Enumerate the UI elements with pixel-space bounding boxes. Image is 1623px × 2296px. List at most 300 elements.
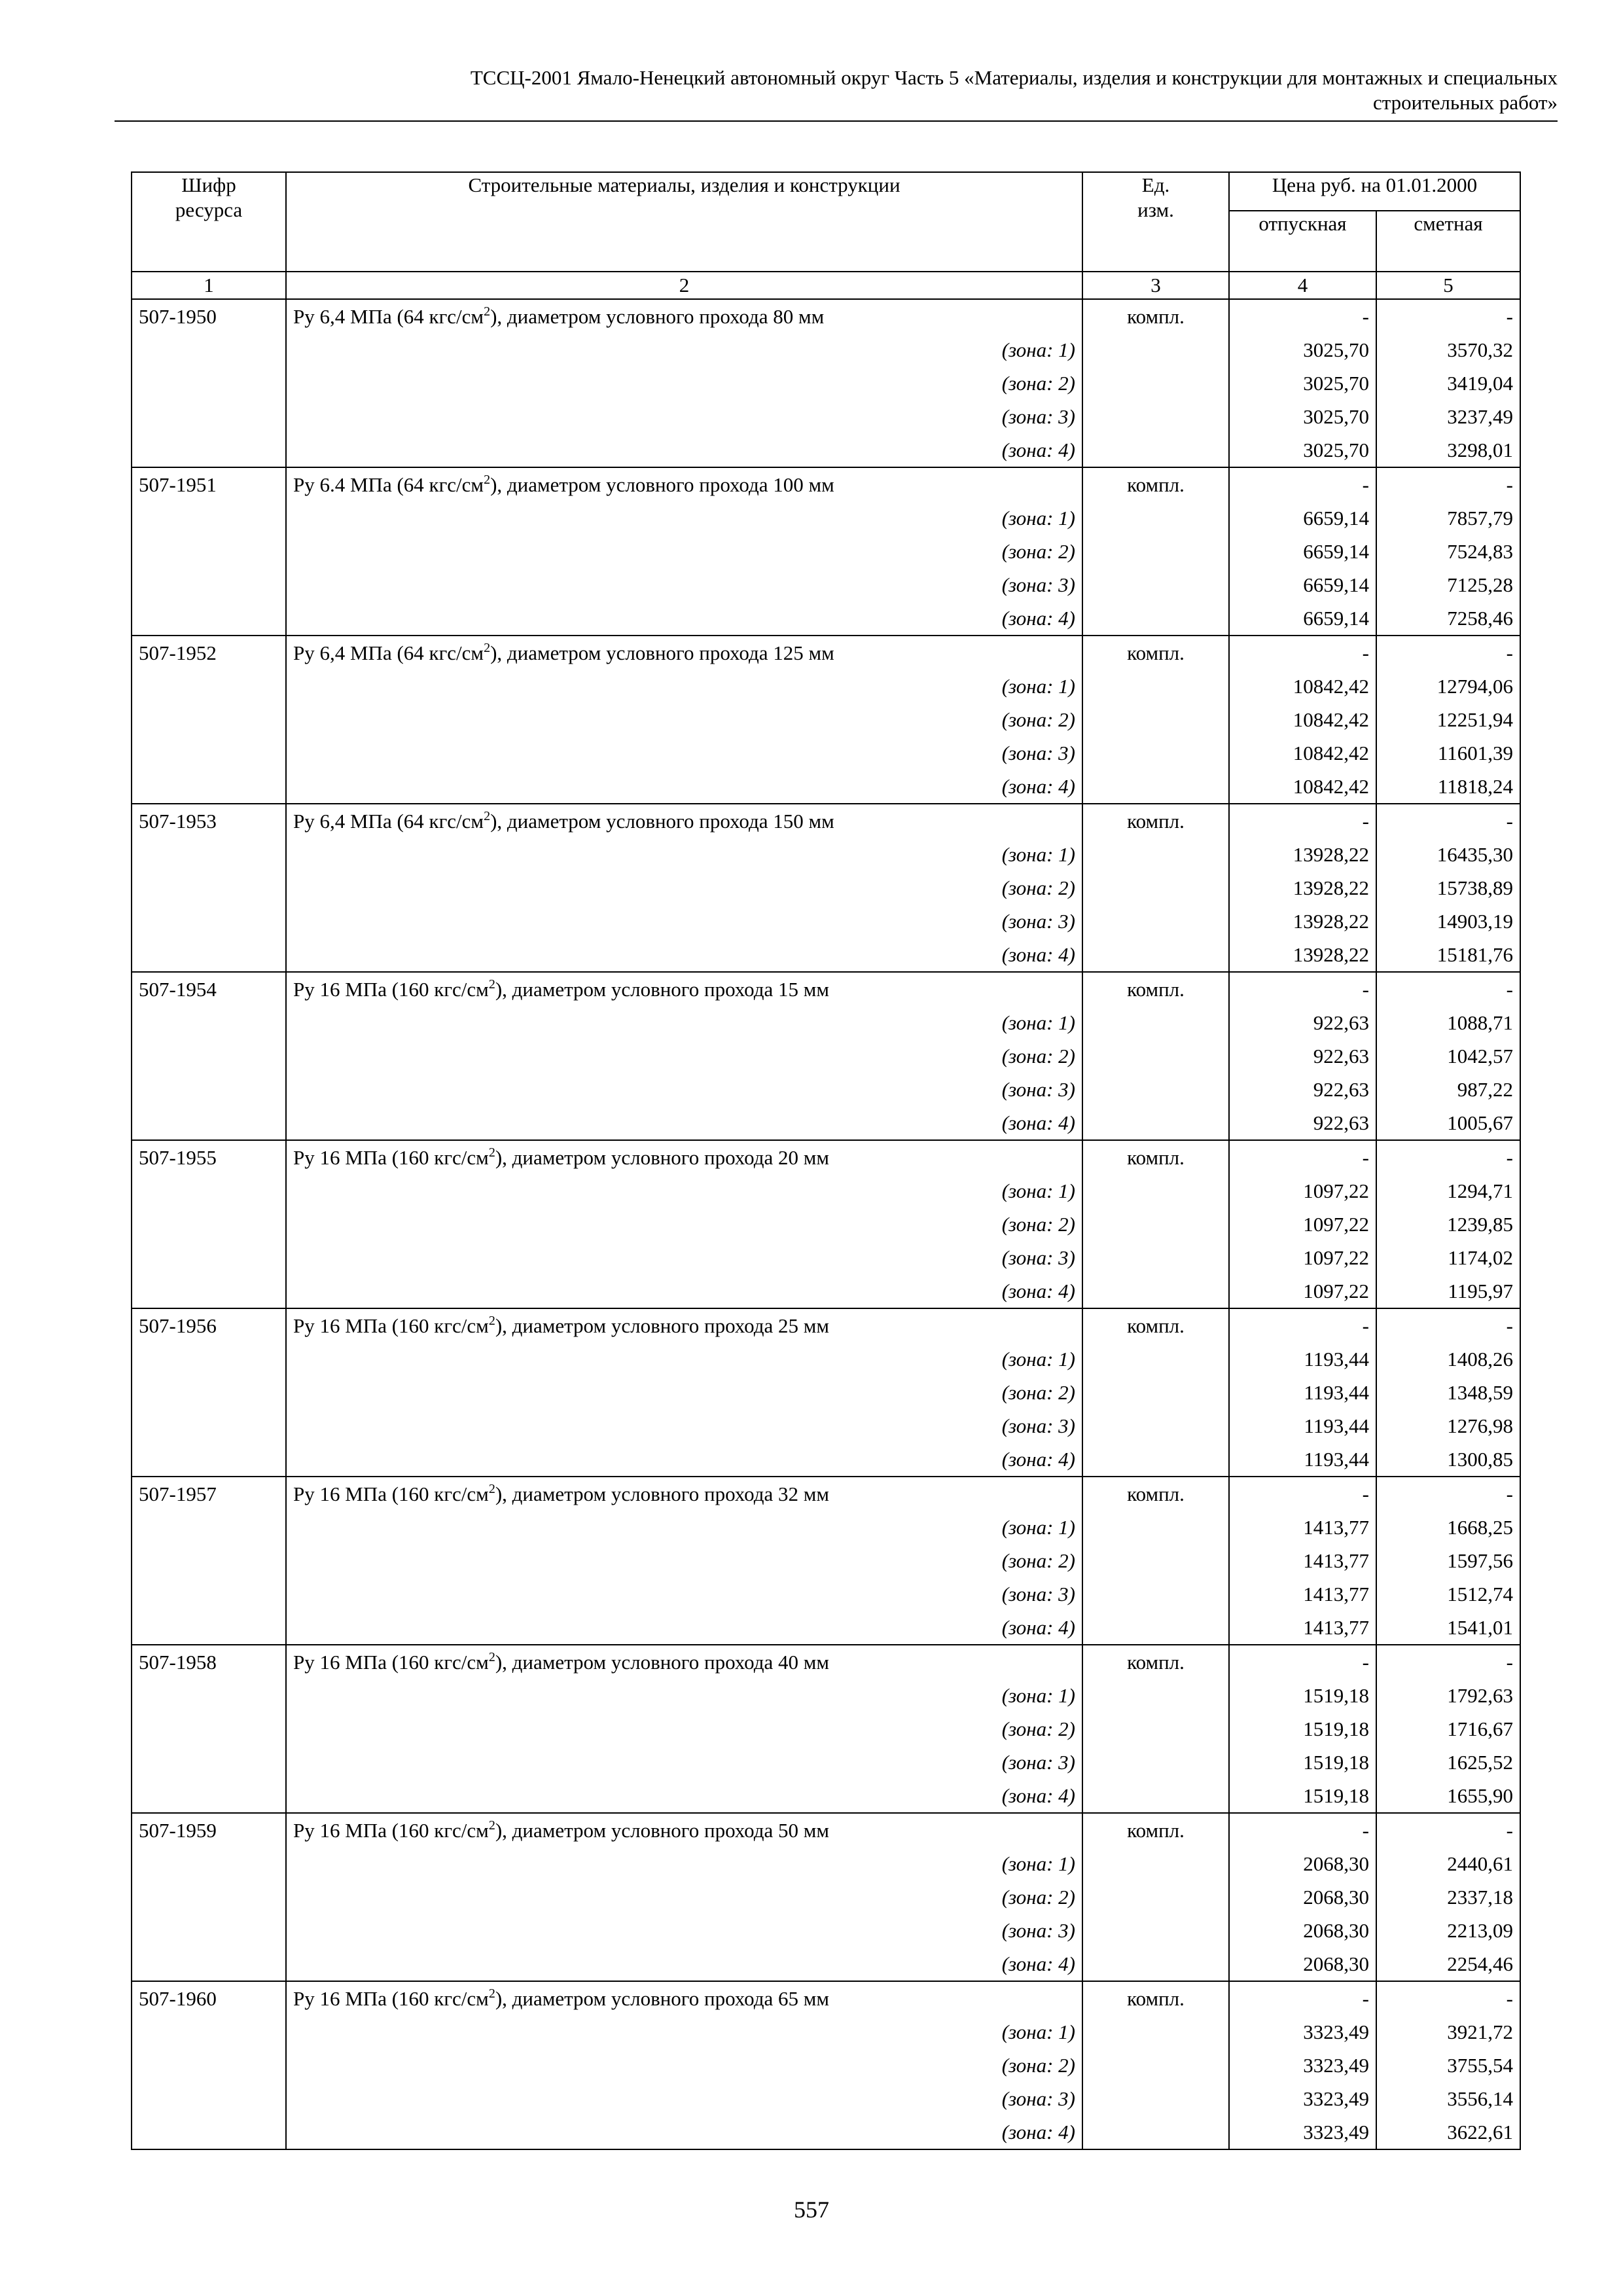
release-price: 13928,22	[1229, 838, 1376, 871]
col-header-name: Строительные материалы, изделия и конструкции	[286, 172, 1082, 272]
zone-label: (зона: 4)	[286, 433, 1082, 467]
empty-cell	[1082, 400, 1229, 433]
release-price: 1193,44	[1229, 1376, 1376, 1409]
empty-cell	[132, 2015, 286, 2049]
release-price-dash: -	[1229, 1645, 1376, 1679]
description-text-end: ), диаметром условного прохода 80 мм	[490, 305, 825, 328]
item-main-row	[132, 636, 1520, 670]
estimate-price-dash: -	[1376, 1645, 1520, 1679]
resource-code: 507-1952	[132, 636, 286, 670]
zone-label: (зона: 1)	[286, 2015, 1082, 2049]
resource-description	[286, 972, 1082, 1006]
zone-row	[132, 938, 1520, 972]
page-header	[115, 65, 1558, 115]
col-header-estimate: сметная	[1376, 211, 1520, 272]
description-superscript: 2	[484, 473, 491, 487]
empty-cell	[1082, 1208, 1229, 1241]
zone-row	[132, 770, 1520, 804]
release-price-dash: -	[1229, 1477, 1376, 1511]
empty-cell	[132, 703, 286, 736]
empty-cell	[1082, 905, 1229, 938]
zone-label: (зона: 1)	[286, 333, 1082, 367]
col-number: 1	[132, 272, 286, 299]
estimate-price: 2254,46	[1376, 1947, 1520, 1981]
description-superscript: 2	[488, 977, 495, 992]
release-price: 2068,30	[1229, 1947, 1376, 1981]
empty-cell	[1082, 1746, 1229, 1779]
zone-row	[132, 1577, 1520, 1611]
empty-cell	[1082, 1577, 1229, 1611]
estimate-price: 3755,54	[1376, 2049, 1520, 2082]
release-price: 922,63	[1229, 1006, 1376, 1039]
resource-description	[286, 1308, 1082, 1342]
empty-cell	[1082, 1409, 1229, 1443]
empty-cell	[132, 1443, 286, 1477]
resource-item	[132, 804, 1520, 972]
item-main-row	[132, 804, 1520, 838]
release-price: 2068,30	[1229, 1880, 1376, 1914]
table-header	[132, 172, 1520, 299]
estimate-price: 1716,67	[1376, 1712, 1520, 1746]
description-superscript: 2	[488, 1818, 495, 1833]
description-text: Ру 16 МПа (160 кгс/см	[293, 1651, 489, 1674]
estimate-price-dash: -	[1376, 467, 1520, 501]
estimate-price: 1174,02	[1376, 1241, 1520, 1274]
release-price: 1097,22	[1229, 1241, 1376, 1274]
empty-cell	[132, 400, 286, 433]
empty-cell	[132, 568, 286, 601]
empty-cell	[132, 1039, 286, 1073]
estimate-price: 2337,18	[1376, 1880, 1520, 1914]
release-price-dash: -	[1229, 1981, 1376, 2015]
empty-cell	[132, 2115, 286, 2149]
release-price: 3025,70	[1229, 400, 1376, 433]
description-text-end: ), диаметром условного прохода 150 мм	[490, 810, 834, 833]
resource-description	[286, 1477, 1082, 1511]
empty-cell	[1082, 1914, 1229, 1947]
zone-label: (зона: 3)	[286, 1577, 1082, 1611]
zone-row	[132, 1511, 1520, 1544]
estimate-price: 1088,71	[1376, 1006, 1520, 1039]
description-text: Ру 16 МПа (160 кгс/см	[293, 1987, 489, 2010]
release-price: 3025,70	[1229, 433, 1376, 467]
estimate-price: 1300,85	[1376, 1443, 1520, 1477]
empty-cell	[1082, 568, 1229, 601]
empty-cell	[1082, 1039, 1229, 1073]
resource-code: 507-1953	[132, 804, 286, 838]
empty-cell	[1082, 1274, 1229, 1308]
empty-cell	[1082, 1106, 1229, 1140]
zone-row	[132, 568, 1520, 601]
release-price: 1413,77	[1229, 1611, 1376, 1645]
empty-cell	[1082, 2049, 1229, 2082]
release-price: 1413,77	[1229, 1511, 1376, 1544]
release-price: 1519,18	[1229, 1712, 1376, 1746]
zone-label: (зона: 3)	[286, 568, 1082, 601]
zone-label: (зона: 2)	[286, 1208, 1082, 1241]
col-header-code: Шифр ресурса	[132, 172, 286, 272]
resource-code: 507-1956	[132, 1308, 286, 1342]
zone-label: (зона: 2)	[286, 703, 1082, 736]
description-text: Ру 16 МПа (160 кгс/см	[293, 1819, 489, 1842]
zone-row	[132, 871, 1520, 905]
resource-code: 507-1955	[132, 1140, 286, 1174]
header-line-1: ТССЦ-2001 Ямало-Ненецкий автономный округ Часть 5 «Материалы, изделия и конструкции для монтажных и специальных	[470, 66, 1558, 89]
empty-cell	[132, 838, 286, 871]
header-line-2: строительных работ»	[1372, 91, 1558, 114]
release-price: 3025,70	[1229, 333, 1376, 367]
estimate-price: 7258,46	[1376, 601, 1520, 636]
resource-description	[286, 299, 1082, 333]
empty-cell	[132, 1342, 286, 1376]
empty-cell	[1082, 1174, 1229, 1208]
zone-label: (зона: 2)	[286, 535, 1082, 568]
resource-code: 507-1954	[132, 972, 286, 1006]
resource-description	[286, 636, 1082, 670]
zone-label: (зона: 3)	[286, 2082, 1082, 2115]
resource-code: 507-1950	[132, 299, 286, 333]
zone-row	[132, 838, 1520, 871]
empty-cell	[132, 1544, 286, 1577]
release-price: 1413,77	[1229, 1544, 1376, 1577]
estimate-price: 1276,98	[1376, 1409, 1520, 1443]
zone-row	[132, 1611, 1520, 1645]
release-price: 6659,14	[1229, 535, 1376, 568]
estimate-price: 3237,49	[1376, 400, 1520, 433]
resource-item	[132, 1308, 1520, 1477]
zone-row	[132, 1039, 1520, 1073]
zone-label: (зона: 1)	[286, 501, 1082, 535]
empty-cell	[132, 1073, 286, 1106]
description-superscript: 2	[484, 304, 491, 319]
unit-cell: компл.	[1082, 1308, 1229, 1342]
empty-cell	[132, 333, 286, 367]
zone-row	[132, 601, 1520, 636]
empty-cell	[132, 1511, 286, 1544]
header-rule	[115, 120, 1558, 122]
resource-code: 507-1957	[132, 1477, 286, 1511]
description-text-end: ), диаметром условного прохода 15 мм	[495, 978, 829, 1001]
release-price: 3025,70	[1229, 367, 1376, 400]
empty-cell	[132, 601, 286, 636]
zone-label: (зона: 2)	[286, 1039, 1082, 1073]
empty-cell	[132, 535, 286, 568]
empty-cell	[132, 1376, 286, 1409]
unit-cell: компл.	[1082, 1477, 1229, 1511]
description-text-end: ), диаметром условного прохода 32 мм	[495, 1482, 829, 1505]
unit-cell: компл.	[1082, 1140, 1229, 1174]
release-price: 13928,22	[1229, 938, 1376, 972]
release-price: 1097,22	[1229, 1208, 1376, 1241]
estimate-price: 14903,19	[1376, 905, 1520, 938]
zone-row	[132, 1274, 1520, 1308]
zone-row	[132, 1409, 1520, 1443]
zone-row	[132, 433, 1520, 467]
item-main-row	[132, 1477, 1520, 1511]
estimate-price: 1512,74	[1376, 1577, 1520, 1611]
estimate-price: 12794,06	[1376, 670, 1520, 703]
description-text: Ру 16 МПа (160 кгс/см	[293, 1482, 489, 1505]
zone-row	[132, 1746, 1520, 1779]
estimate-price: 15738,89	[1376, 871, 1520, 905]
unit-cell: компл.	[1082, 299, 1229, 333]
description-text: Ру 16 МПа (160 кгс/см	[293, 1146, 489, 1169]
empty-cell	[1082, 1006, 1229, 1039]
empty-cell	[1082, 1544, 1229, 1577]
col-number: 2	[286, 272, 1082, 299]
release-price: 1519,18	[1229, 1746, 1376, 1779]
zone-label: (зона: 4)	[286, 1611, 1082, 1645]
empty-cell	[132, 1006, 286, 1039]
item-main-row	[132, 972, 1520, 1006]
zone-label: (зона: 4)	[286, 938, 1082, 972]
description-superscript: 2	[484, 809, 491, 823]
release-price: 1413,77	[1229, 1577, 1376, 1611]
estimate-price: 1005,67	[1376, 1106, 1520, 1140]
estimate-price: 3570,32	[1376, 333, 1520, 367]
release-price: 3323,49	[1229, 2082, 1376, 2115]
zone-label: (зона: 4)	[286, 770, 1082, 804]
zone-label: (зона: 2)	[286, 1376, 1082, 1409]
zone-label: (зона: 2)	[286, 1544, 1082, 1577]
empty-cell	[1082, 367, 1229, 400]
description-text-end: ), диаметром условного прохода 25 мм	[495, 1314, 829, 1337]
empty-cell	[1082, 1880, 1229, 1914]
estimate-price: 1541,01	[1376, 1611, 1520, 1645]
release-price: 922,63	[1229, 1106, 1376, 1140]
empty-cell	[132, 871, 286, 905]
col-header-unit: Ед. изм.	[1082, 172, 1229, 272]
empty-cell	[132, 2082, 286, 2115]
release-price-dash: -	[1229, 636, 1376, 670]
zone-row	[132, 1914, 1520, 1947]
empty-cell	[132, 736, 286, 770]
estimate-price-dash: -	[1376, 1308, 1520, 1342]
zone-row	[132, 905, 1520, 938]
release-price: 2068,30	[1229, 1847, 1376, 1880]
empty-cell	[1082, 838, 1229, 871]
zone-label: (зона: 4)	[286, 1274, 1082, 1308]
description-text-end: ), диаметром условного прохода 100 мм	[490, 473, 834, 496]
zone-label: (зона: 4)	[286, 1779, 1082, 1813]
empty-cell	[132, 1174, 286, 1208]
zone-row	[132, 1241, 1520, 1274]
release-price: 6659,14	[1229, 501, 1376, 535]
estimate-price-dash: -	[1376, 299, 1520, 333]
estimate-price: 1668,25	[1376, 1511, 1520, 1544]
empty-cell	[132, 1779, 286, 1813]
resource-item	[132, 1477, 1520, 1645]
zone-row	[132, 1106, 1520, 1140]
empty-cell	[1082, 770, 1229, 804]
item-main-row	[132, 1813, 1520, 1847]
release-price: 6659,14	[1229, 568, 1376, 601]
zone-label: (зона: 2)	[286, 1880, 1082, 1914]
zone-row	[132, 1174, 1520, 1208]
col-number: 5	[1376, 272, 1520, 299]
empty-cell	[1082, 2082, 1229, 2115]
release-price: 3323,49	[1229, 2115, 1376, 2149]
empty-cell	[132, 1274, 286, 1308]
zone-row	[132, 1006, 1520, 1039]
unit-cell: компл.	[1082, 972, 1229, 1006]
resource-code: 507-1951	[132, 467, 286, 501]
estimate-price: 11818,24	[1376, 770, 1520, 804]
release-price: 10842,42	[1229, 770, 1376, 804]
item-main-row	[132, 299, 1520, 333]
estimate-price: 1625,52	[1376, 1746, 1520, 1779]
empty-cell	[1082, 1611, 1229, 1645]
empty-cell	[132, 670, 286, 703]
release-price-dash: -	[1229, 972, 1376, 1006]
empty-cell	[1082, 1712, 1229, 1746]
empty-cell	[1082, 938, 1229, 972]
zone-label: (зона: 1)	[286, 1847, 1082, 1880]
zone-row	[132, 1376, 1520, 1409]
description-text: Ру 16 МПа (160 кгс/см	[293, 978, 489, 1001]
column-number-row	[132, 272, 1520, 299]
zone-label: (зона: 1)	[286, 1679, 1082, 1712]
empty-cell	[132, 1208, 286, 1241]
estimate-price: 1042,57	[1376, 1039, 1520, 1073]
empty-cell	[132, 1847, 286, 1880]
release-price: 1193,44	[1229, 1409, 1376, 1443]
estimate-price: 7524,83	[1376, 535, 1520, 568]
zone-label: (зона: 4)	[286, 601, 1082, 636]
empty-cell	[132, 1712, 286, 1746]
empty-cell	[132, 1106, 286, 1140]
release-price: 922,63	[1229, 1039, 1376, 1073]
empty-cell	[132, 1241, 286, 1274]
empty-cell	[132, 770, 286, 804]
resource-code: 507-1959	[132, 1813, 286, 1847]
empty-cell	[1082, 1342, 1229, 1376]
estimate-price-dash: -	[1376, 804, 1520, 838]
release-price: 10842,42	[1229, 670, 1376, 703]
release-price: 13928,22	[1229, 905, 1376, 938]
resource-item	[132, 467, 1520, 636]
zone-row	[132, 1679, 1520, 1712]
release-price: 10842,42	[1229, 703, 1376, 736]
resource-code: 507-1958	[132, 1645, 286, 1679]
zone-row	[132, 1779, 1520, 1813]
zone-label: (зона: 4)	[286, 1443, 1082, 1477]
unit-cell: компл.	[1082, 636, 1229, 670]
empty-cell	[132, 1947, 286, 1981]
empty-cell	[1082, 333, 1229, 367]
zone-row	[132, 535, 1520, 568]
zone-row	[132, 2049, 1520, 2082]
col-number: 4	[1229, 272, 1376, 299]
empty-cell	[1082, 1779, 1229, 1813]
release-price: 10842,42	[1229, 736, 1376, 770]
empty-cell	[1082, 1241, 1229, 1274]
empty-cell	[132, 1746, 286, 1779]
empty-cell	[132, 367, 286, 400]
zone-row	[132, 1208, 1520, 1241]
empty-cell	[132, 1577, 286, 1611]
empty-cell	[1082, 601, 1229, 636]
empty-cell	[1082, 1847, 1229, 1880]
resource-item	[132, 1813, 1520, 1981]
resource-description	[286, 1813, 1082, 1847]
zone-row	[132, 400, 1520, 433]
resource-item	[132, 1981, 1520, 2149]
empty-cell	[132, 938, 286, 972]
col-header-price: Цена руб. на 01.01.2000	[1229, 172, 1520, 211]
resource-description	[286, 1981, 1082, 2015]
unit-cell: компл.	[1082, 1981, 1229, 2015]
zone-label: (зона: 1)	[286, 1342, 1082, 1376]
resource-item	[132, 972, 1520, 1140]
release-price: 1519,18	[1229, 1779, 1376, 1813]
estimate-price: 7125,28	[1376, 568, 1520, 601]
release-price: 1519,18	[1229, 1679, 1376, 1712]
estimate-price: 1597,56	[1376, 1544, 1520, 1577]
estimate-price: 1348,59	[1376, 1376, 1520, 1409]
description-text-end: ), диаметром условного прохода 50 мм	[495, 1819, 829, 1842]
resource-description	[286, 804, 1082, 838]
zone-row	[132, 1443, 1520, 1477]
zone-row	[132, 1880, 1520, 1914]
release-price: 922,63	[1229, 1073, 1376, 1106]
zone-label: (зона: 2)	[286, 2049, 1082, 2082]
description-text-end: ), диаметром условного прохода 125 мм	[490, 641, 834, 664]
description-text: Ру 16 МПа (160 кгс/см	[293, 1314, 489, 1337]
estimate-price-dash: -	[1376, 1981, 1520, 2015]
empty-cell	[1082, 1511, 1229, 1544]
zone-row	[132, 333, 1520, 367]
resource-code: 507-1960	[132, 1981, 286, 2015]
item-main-row	[132, 1308, 1520, 1342]
estimate-price: 15181,76	[1376, 938, 1520, 972]
estimate-price: 1239,85	[1376, 1208, 1520, 1241]
empty-cell	[1082, 703, 1229, 736]
estimate-price: 987,22	[1376, 1073, 1520, 1106]
estimate-price: 1792,63	[1376, 1679, 1520, 1712]
estimate-price-dash: -	[1376, 1813, 1520, 1847]
zone-row	[132, 367, 1520, 400]
release-price: 6659,14	[1229, 601, 1376, 636]
estimate-price: 3622,61	[1376, 2115, 1520, 2149]
empty-cell	[1082, 871, 1229, 905]
col-number: 3	[1082, 272, 1229, 299]
description-superscript: 2	[488, 1986, 495, 2001]
zone-label: (зона: 2)	[286, 367, 1082, 400]
empty-cell	[1082, 1073, 1229, 1106]
zone-label: (зона: 4)	[286, 2115, 1082, 2149]
empty-cell	[1082, 1947, 1229, 1981]
resource-item	[132, 636, 1520, 804]
zone-label: (зона: 3)	[286, 1073, 1082, 1106]
release-price-dash: -	[1229, 1813, 1376, 1847]
empty-cell	[1082, 670, 1229, 703]
empty-cell	[1082, 1376, 1229, 1409]
release-price: 1097,22	[1229, 1274, 1376, 1308]
zone-row	[132, 1847, 1520, 1880]
estimate-price: 3298,01	[1376, 433, 1520, 467]
estimate-price: 16435,30	[1376, 838, 1520, 871]
zone-row	[132, 736, 1520, 770]
description-superscript: 2	[488, 1482, 495, 1496]
item-main-row	[132, 1981, 1520, 2015]
unit-cell: компл.	[1082, 467, 1229, 501]
empty-cell	[1082, 535, 1229, 568]
unit-cell: компл.	[1082, 1813, 1229, 1847]
zone-row	[132, 1342, 1520, 1376]
estimate-price: 1294,71	[1376, 1174, 1520, 1208]
description-superscript: 2	[484, 641, 491, 655]
